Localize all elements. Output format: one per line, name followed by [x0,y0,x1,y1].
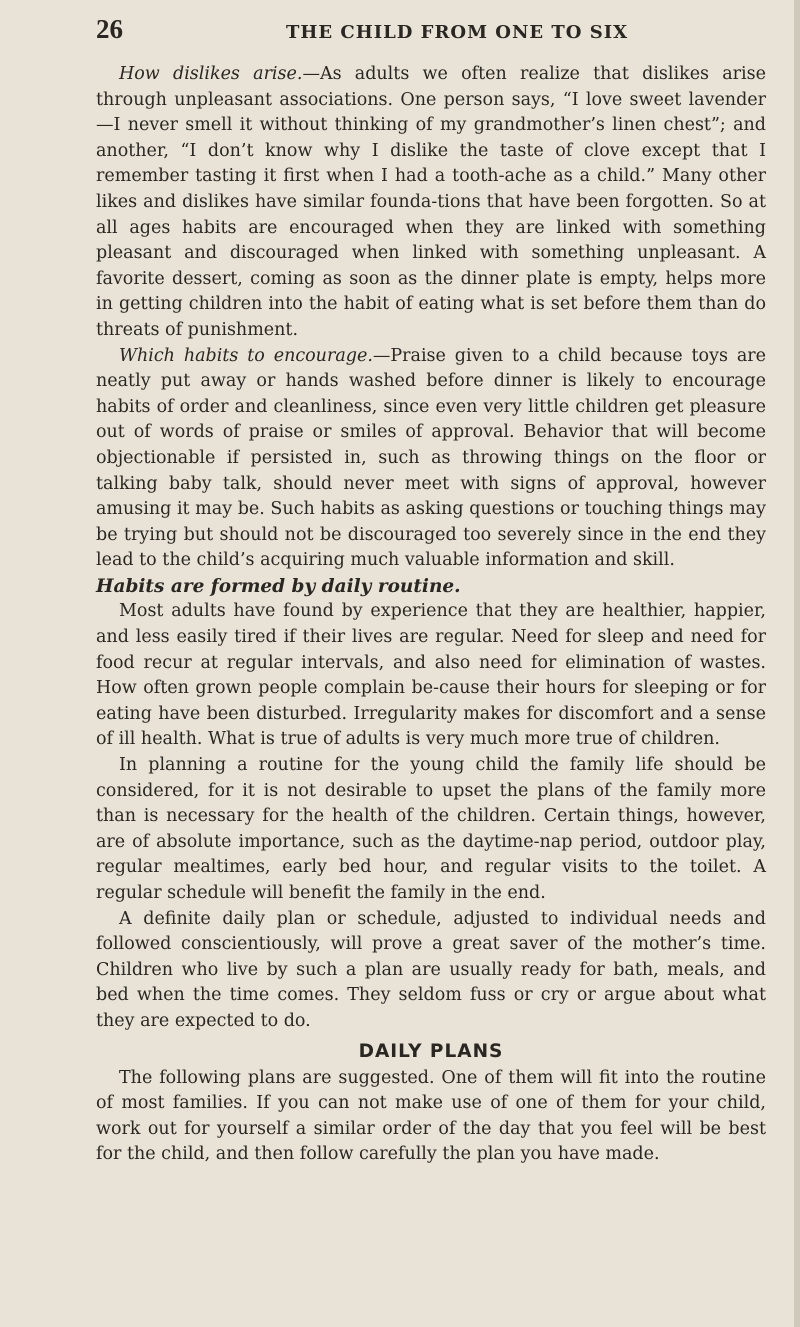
body-text [96,62,766,1168]
paragraph-daily-plan: A definite daily plan or schedule, adjusted to individual needs and followed conscientiously, will prove a great saver of the mother’s time. Children who live by such a plan are usually ready for bath, meals, and bed when the time comes. They seldom fuss or cry or argue about what they are expected to do. [96,908,766,1031]
paragraph-suggested-plans: The following plans are suggested. One of them will fit into the routine of most families. If you can not make use of one of them for your child, work out for yourself a similar order of the day that you feel will be best for the child, and then follow carefully the plan you have made. [96,1067,766,1165]
paragraph-planning-routine: In planning a routine for the young child the family life should be considered, for it is not desirable to upset the plans of the family more than is necessary for the health of the children. Certain things, however, are of absolute importance, such as the daytime-nap period, outdoor play, regular mealtimes, early bed hour, and regular visits to the toilet. A regular schedule will benefit the family in the end. [96,755,766,903]
paragraph-habits-encourage [96,344,766,574]
paragraph-text-dislikes: —As adults we often realize that dislikes arise through unpleasant associations. One person says, “I love sweet lavender—I never smell it without thinking of my grandmother’s linen chest”; and another, “I don’t know why I dislike the taste of clove except that I remember tasting it first when I had a tooth-ache as a child.” Many other likes and dislikes have similar founda-tions that have been forgotten. So at all ages habits are encouraged when they are linked with something pleasant and discouraged when linked with something unpleasant. A favorite dessert, coming as soon as the dinner plate is empty, helps more in getting children into the habit of eating what is set before them than do threats of punishment. [96,64,766,340]
running-head: THE CHILD FROM ONE TO SIX [286,22,629,43]
paragraph-regular-lives: Most adults have found by experience that they are healthier, happier, and less easily tired if their lives are regular. Need for sleep and need for food recur at regular intervals, and also need for elimination of wastes. How often grown people complain be-cause their hours for sleeping or for eating have been disturbed. Irregularity makes for discomfort and a sense of ill health. What is true of adults is very much more true of children. [96,601,766,750]
page-edge-shadow [794,0,800,1327]
paragraph-lead-habits-encourage: Which habits to encourage. [119,345,373,366]
paragraph-dislikes [96,62,766,344]
paragraph-text-habits-encourage: —Praise given to a child because toys are neatly put away or hands washed before dinner is likely to encourage habits of order and cleanliness, since even very little children get pleasure out of words of praise or smiles of approval. Behavior that will become objectionable if persisted in, such as throwing things on the floor or talking baby talk, should never meet with signs of approval, however amusing it may be. Such habits as asking questions or touching things may be trying but should not be discouraged too severely since in the end they lead to the child’s acquiring much valuable information and skill. [96,345,766,571]
daily-plans-heading: DAILY PLANS [358,1040,504,1062]
page-number: 26 [96,14,123,44]
paragraph-lead-dislikes: How dislikes arise. [119,64,303,84]
page-header [96,14,766,62]
section-heading-daily-routine: Habits are formed by daily routine. [96,575,461,597]
